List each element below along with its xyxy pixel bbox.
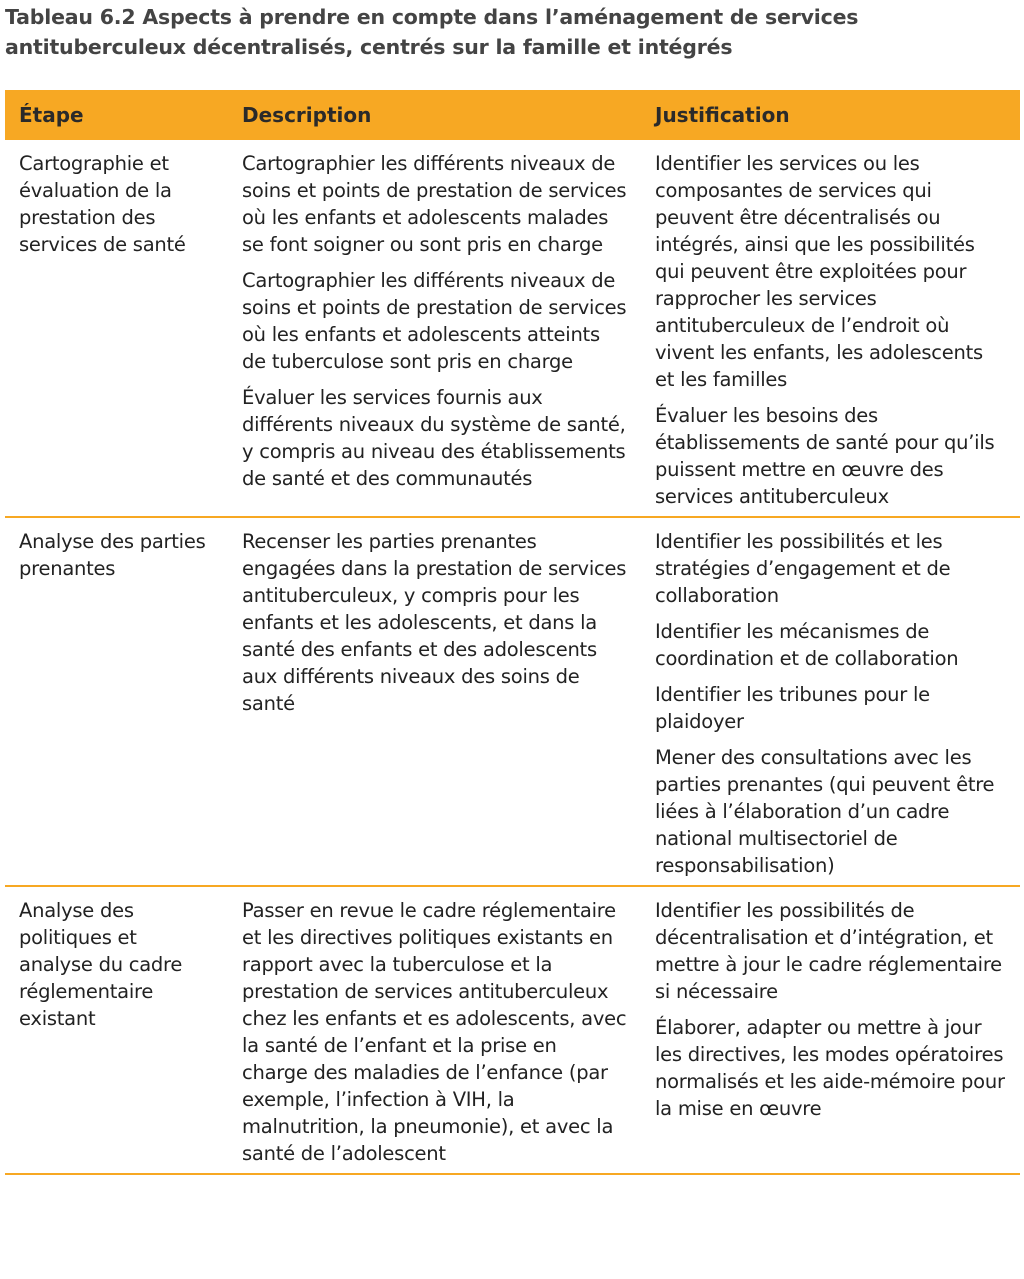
description-paragraph: Évaluer les services fournis aux différents niveaux du système de santé, y compris au niveau des établissements de santé et des communautés <box>242 386 626 490</box>
justification-cell <box>641 886 1020 1174</box>
step-text: Analyse des politiques et analyse du cadre réglementaire existant <box>19 899 183 1030</box>
table-header <box>5 90 1020 140</box>
justification-paragraph: Identifier les possibilités de décentralisation et d’intégration, et mettre à jour le cadre réglementaire si nécessaire <box>655 899 1002 1003</box>
justification-paragraph: Élaborer, adapter ou mettre à jour les directives, les modes opératoires normalisés et les aide-mémoire pour la mise en œuvre <box>655 1016 1005 1120</box>
step-text: Cartographie et évaluation de la prestation des services de santé <box>19 152 186 256</box>
justification-paragraph: Identifier les possibilités et les stratégies d’engagement et de collaboration <box>655 530 951 607</box>
description-paragraph: Cartographier les différents niveaux de soins et points de prestation de services où les enfants et adolescents atteints de tuberculose sont pris en charge <box>242 269 627 373</box>
description-cell <box>228 886 641 1174</box>
considerations-table <box>5 90 1020 1175</box>
header-row <box>5 90 1020 140</box>
considerations-table-container <box>5 90 1020 1175</box>
justification-paragraph: Identifier les services ou les composantes de services qui peuvent être décentralisés ou intégrés, ainsi que les possibilités qui peuvent être exploitées pour rapprocher les services antituberculeux de l’endroit où vivent les enfants, les adolescents et les familles <box>655 152 983 391</box>
step-cell <box>5 140 228 517</box>
description-paragraph: Passer en revue le cadre réglementaire et les directives politiques existants en rapport avec la tuberculose et la prestation de services antituberculeux chez les enfants et es adolescents, avec la santé de l’enfant et la prise en charge des maladies de l’enfance (par exemple, l’infection à VIH, la malnutrition, la pneumonie), et avec la santé de l’adolescent <box>242 899 627 1165</box>
description-paragraph: Cartographier les différents niveaux de soins et points de prestation de services où les enfants et adolescents malades se font soigner ou sont pris en charge <box>242 152 627 256</box>
justification-paragraph: Évaluer les besoins des établissements de santé pour qu’ils puissent mettre en œuvre des services antituberculeux <box>655 404 995 508</box>
header-step: Étape <box>5 90 228 140</box>
header-description: Description <box>228 90 641 140</box>
table-row <box>5 517 1020 886</box>
table-title: Tableau 6.2 Aspects à prendre en compte dans l’aménagement de services antituberculeux décentralisés, centrés sur la famille et intégrés <box>5 5 859 59</box>
justification-paragraph: Identifier les mécanismes de coordination et de collaboration <box>655 620 959 670</box>
step-cell <box>5 517 228 886</box>
table-row <box>5 886 1020 1174</box>
justification-cell <box>641 517 1020 886</box>
step-text: Analyse des parties prenantes <box>19 530 206 580</box>
description-cell <box>228 140 641 517</box>
table-row <box>5 140 1020 517</box>
header-justification: Justification <box>641 90 1020 140</box>
justification-cell <box>641 140 1020 517</box>
table-body <box>5 140 1020 1174</box>
step-cell <box>5 886 228 1174</box>
description-paragraph: Recenser les parties prenantes engagées dans la prestation de services antituberculeux, y compris pour les enfants et les adolescents, et dans la santé des enfants et des adolescents aux différents niveaux des soins de santé <box>242 530 627 715</box>
description-cell <box>228 517 641 886</box>
justification-paragraph: Mener des consultations avec les parties prenantes (qui peuvent être liées à l’élaboration d’un cadre national multisectoriel de responsabilisation) <box>655 746 995 877</box>
justification-paragraph: Identifier les tribunes pour le plaidoyer <box>655 683 930 733</box>
